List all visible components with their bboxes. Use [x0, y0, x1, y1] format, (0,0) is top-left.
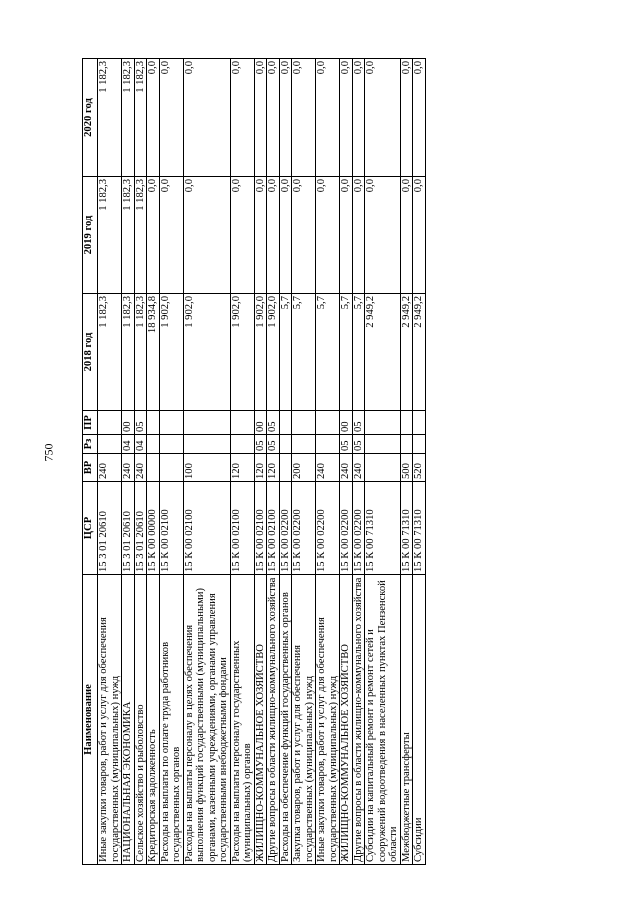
table-row [279, 59, 292, 865]
cell-csr: 15 К 00 02100 [183, 482, 230, 575]
cell-rz: 05 [352, 435, 365, 454]
cell-pr: 05 [352, 411, 365, 435]
table-row [147, 59, 160, 865]
cell-2020: 0,0 [316, 59, 340, 177]
cell-vr: 240 [122, 454, 135, 482]
cell-name: Иные закупки товаров, работ и услуг для обеспечения государственных (муниципальных) нужд [316, 575, 340, 865]
cell-2020: 0,0 [183, 59, 230, 177]
cell-pr [400, 411, 413, 435]
cell-2018: 1 182,3 [134, 294, 147, 411]
cell-name: Расходы на обеспечение функций государственных органов [279, 575, 292, 865]
cell-2018: 18 934,8 [147, 294, 160, 411]
cell-pr [279, 411, 292, 435]
cell-pr [147, 411, 160, 435]
cell-vr: 200 [292, 454, 316, 482]
header-2019: 2019 год [83, 177, 98, 294]
cell-rz [147, 435, 160, 454]
cell-name: Другие вопросы в области жилищно-коммунального хозяйства [267, 575, 280, 865]
cell-2019: 0,0 [352, 177, 365, 294]
cell-2019: 1 182,3 [134, 177, 147, 294]
cell-pr [316, 411, 340, 435]
table-row [159, 59, 183, 865]
cell-vr: 120 [267, 454, 280, 482]
header-2018: 2018 год [83, 294, 98, 411]
cell-2019: 0,0 [183, 177, 230, 294]
table-row [413, 59, 426, 865]
cell-2020: 0,0 [267, 59, 280, 177]
cell-2020: 0,0 [413, 59, 426, 177]
cell-vr: 520 [413, 454, 426, 482]
cell-name: Расходы на выплаты персоналу государственных (муниципальных) органов [230, 575, 254, 865]
cell-name: ЖИЛИЩНО-КОММУНАЛЬНОЕ ХОЗЯЙСТВО [340, 575, 353, 865]
cell-pr [230, 411, 254, 435]
header-csr: ЦСР [83, 482, 98, 575]
cell-csr: 15 К 00 00000 [147, 482, 160, 575]
table-row [340, 59, 353, 865]
cell-pr: 00 [340, 411, 353, 435]
header-row [83, 59, 98, 865]
cell-pr [98, 411, 122, 435]
cell-name: Кредиторская задолженность [147, 575, 160, 865]
header-2020: 2020 год [83, 59, 98, 177]
cell-2020: 1 182,3 [134, 59, 147, 177]
cell-vr: 240 [352, 454, 365, 482]
cell-2019: 1 182,3 [122, 177, 135, 294]
cell-2019: 0,0 [147, 177, 160, 294]
cell-rz [159, 435, 183, 454]
rotated-table-container [82, 59, 567, 865]
cell-2018: 2 949,2 [413, 294, 426, 411]
cell-2020: 0,0 [292, 59, 316, 177]
cell-pr: 00 [254, 411, 267, 435]
cell-vr: 240 [98, 454, 122, 482]
cell-2018: 5,7 [279, 294, 292, 411]
cell-rz: 05 [340, 435, 353, 454]
budget-table [82, 58, 426, 865]
cell-csr: 15 К 00 02200 [292, 482, 316, 575]
cell-pr [365, 411, 401, 435]
cell-rz [413, 435, 426, 454]
cell-2019: 0,0 [254, 177, 267, 294]
header-vr: ВР [83, 454, 98, 482]
cell-2020: 0,0 [279, 59, 292, 177]
table-row [365, 59, 401, 865]
cell-2019: 0,0 [267, 177, 280, 294]
page-number: 750 [41, 443, 56, 462]
cell-2020: 0,0 [159, 59, 183, 177]
table-row [292, 59, 316, 865]
cell-name: Закупка товаров, работ и услуг для обеспечения государственных (муниципальных) нужд [292, 575, 316, 865]
cell-rz [400, 435, 413, 454]
cell-vr: 240 [316, 454, 340, 482]
cell-csr: 15 3 01 20610 [122, 482, 135, 575]
cell-2019: 0,0 [316, 177, 340, 294]
cell-pr [413, 411, 426, 435]
cell-rz: 05 [267, 435, 280, 454]
header-rz: Рз [83, 435, 98, 454]
cell-vr: 120 [254, 454, 267, 482]
cell-rz [279, 435, 292, 454]
cell-2020: 0,0 [400, 59, 413, 177]
cell-2019: 0,0 [279, 177, 292, 294]
cell-vr: 240 [340, 454, 353, 482]
cell-2018: 1 902,0 [159, 294, 183, 411]
cell-vr: 240 [134, 454, 147, 482]
cell-rz [98, 435, 122, 454]
cell-name: Другие вопросы в области жилищно-коммунального хозяйства [352, 575, 365, 865]
cell-2020: 0,0 [352, 59, 365, 177]
cell-2020: 0,0 [147, 59, 160, 177]
cell-2018: 2 949,2 [365, 294, 401, 411]
cell-2020: 0,0 [230, 59, 254, 177]
cell-vr: 120 [230, 454, 254, 482]
cell-rz [230, 435, 254, 454]
cell-csr: 15 К 00 02100 [230, 482, 254, 575]
cell-name: Субсидии [413, 575, 426, 865]
cell-2020: 0,0 [340, 59, 353, 177]
cell-rz: 04 [134, 435, 147, 454]
cell-2018: 1 902,0 [183, 294, 230, 411]
cell-csr: 15 К 00 02100 [267, 482, 280, 575]
cell-rz: 05 [254, 435, 267, 454]
cell-2018: 1 902,0 [267, 294, 280, 411]
cell-pr: 05 [267, 411, 280, 435]
table-row [352, 59, 365, 865]
cell-2020: 0,0 [365, 59, 401, 177]
cell-2020: 1 182,3 [122, 59, 135, 177]
cell-2019: 0,0 [400, 177, 413, 294]
cell-rz: 04 [122, 435, 135, 454]
cell-csr: 15 К 00 02200 [352, 482, 365, 575]
cell-name: Сельское хозяйство и рыболовство [134, 575, 147, 865]
cell-2020: 0,0 [254, 59, 267, 177]
cell-2019: 1 182,3 [98, 177, 122, 294]
cell-csr: 15 К 00 71310 [413, 482, 426, 575]
cell-name: Иные закупки товаров, работ и услуг для обеспечения государственных (муниципальных) нужд [98, 575, 122, 865]
table-row [98, 59, 122, 865]
cell-2019: 0,0 [365, 177, 401, 294]
cell-2018: 1 182,3 [122, 294, 135, 411]
table-row [122, 59, 135, 865]
cell-2018: 1 902,0 [254, 294, 267, 411]
cell-vr: 100 [183, 454, 230, 482]
cell-rz [365, 435, 401, 454]
cell-name: ЖИЛИЩНО-КОММУНАЛЬНОЕ ХОЗЯЙСТВО [254, 575, 267, 865]
cell-2018: 2 949,2 [400, 294, 413, 411]
cell-pr [292, 411, 316, 435]
cell-2018: 1 182,3 [98, 294, 122, 411]
header-pr: ПР [83, 411, 98, 435]
cell-2018: 5,7 [340, 294, 353, 411]
cell-csr: 15 К 00 02200 [340, 482, 353, 575]
cell-2019: 0,0 [159, 177, 183, 294]
cell-2018: 5,7 [352, 294, 365, 411]
cell-pr: 05 [134, 411, 147, 435]
table-row [134, 59, 147, 865]
cell-name: Расходы на выплаты по оплате труда работников государственных органов [159, 575, 183, 865]
cell-vr: 500 [400, 454, 413, 482]
cell-csr: 15 К 00 02200 [279, 482, 292, 575]
cell-csr: 15 3 01 20610 [98, 482, 122, 575]
cell-rz [183, 435, 230, 454]
cell-name: Субсидии на капитальный ремонт и ремонт сетей и сооружений водоотведения в населенных пунктах Пензенской области [365, 575, 401, 865]
cell-2018: 5,7 [316, 294, 340, 411]
cell-csr: 15 К 00 02100 [254, 482, 267, 575]
cell-csr: 15 К 00 71310 [365, 482, 401, 575]
cell-name: НАЦИОНАЛЬНАЯ ЭКОНОМИКА [122, 575, 135, 865]
table-row [254, 59, 267, 865]
table-row [230, 59, 254, 865]
table-row [267, 59, 280, 865]
cell-vr [159, 454, 183, 482]
cell-vr [147, 454, 160, 482]
cell-csr: 15 3 01 20610 [134, 482, 147, 575]
cell-vr [279, 454, 292, 482]
cell-pr [159, 411, 183, 435]
cell-csr: 15 К 00 02100 [159, 482, 183, 575]
cell-pr [183, 411, 230, 435]
cell-2019: 0,0 [413, 177, 426, 294]
cell-pr: 00 [122, 411, 135, 435]
cell-rz [316, 435, 340, 454]
cell-csr: 15 К 00 02200 [316, 482, 340, 575]
table-row [316, 59, 340, 865]
header-name: Наименование [83, 575, 98, 865]
cell-rz [292, 435, 316, 454]
table-row [183, 59, 230, 865]
cell-name: Расходы на выплаты персоналу в целях обеспечения выполнения функций государственными (муниципальными) органами, казенными учреждениями, органами управления государственными внебюджетными фондами [183, 575, 230, 865]
cell-csr: 15 К 00 71310 [400, 482, 413, 575]
cell-2019: 0,0 [292, 177, 316, 294]
cell-2019: 0,0 [230, 177, 254, 294]
cell-vr [365, 454, 401, 482]
cell-name: Межбюджетные трансферты [400, 575, 413, 865]
cell-2020: 1 182,3 [98, 59, 122, 177]
table-row [400, 59, 413, 865]
cell-2018: 5,7 [292, 294, 316, 411]
cell-2018: 1 902,0 [230, 294, 254, 411]
cell-2019: 0,0 [340, 177, 353, 294]
